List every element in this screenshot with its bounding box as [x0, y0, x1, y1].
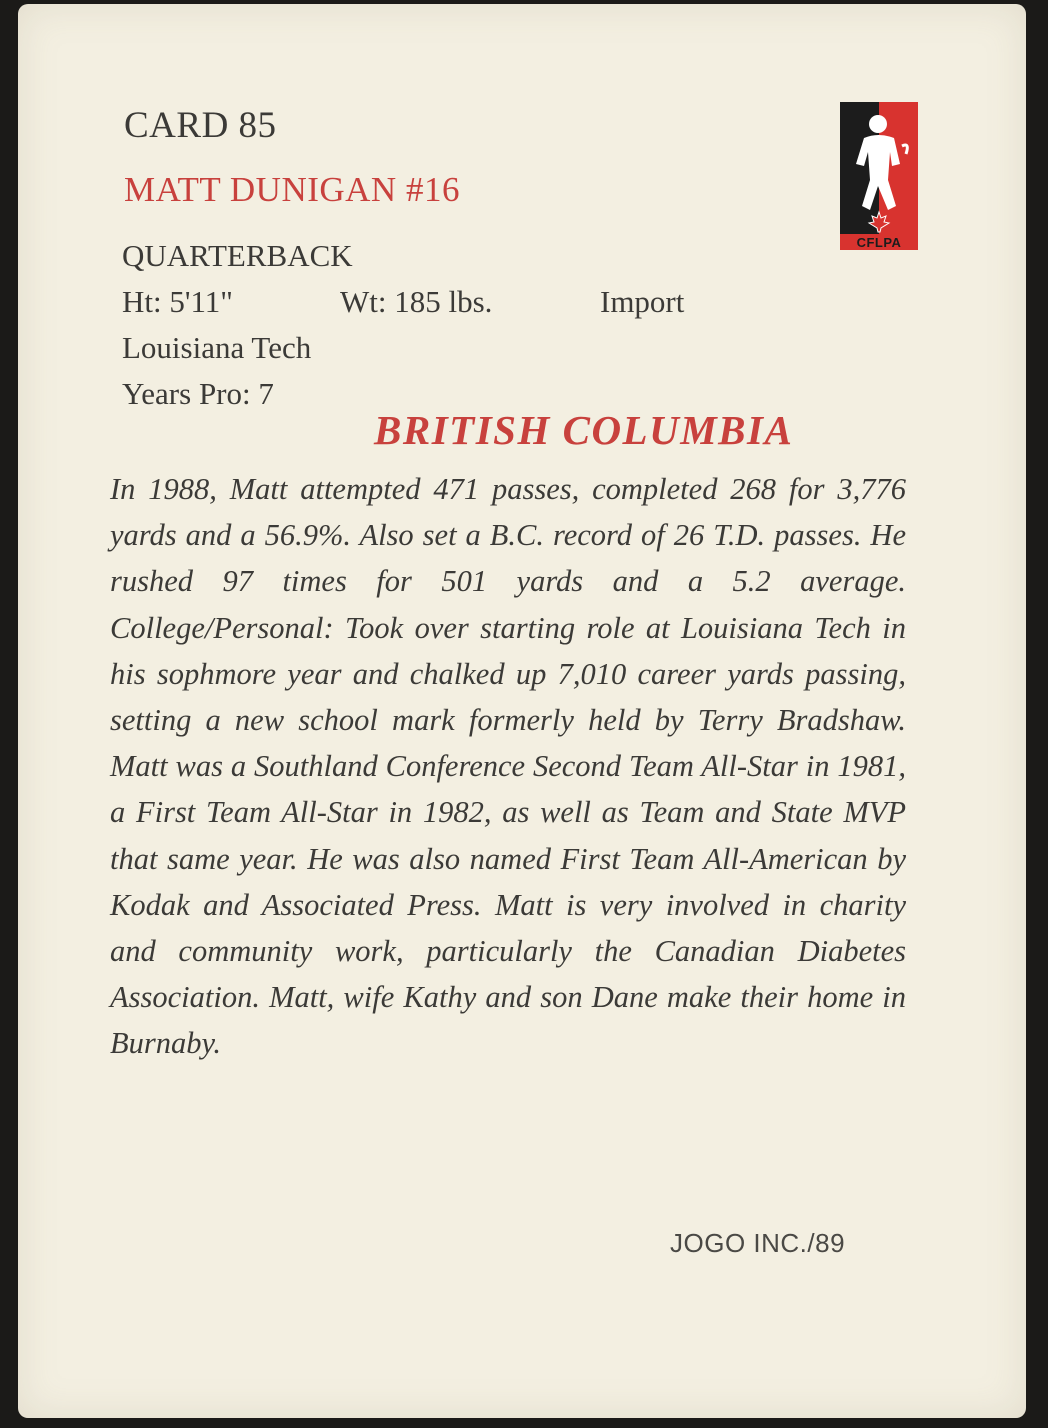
- cflpa-logo-text: CFLPA: [856, 235, 902, 250]
- card-number: CARD 85: [124, 105, 277, 146]
- player-years-pro: Years Pro: 7: [122, 376, 274, 411]
- player-status: Import: [600, 284, 685, 319]
- copyright-text: JOGO INC./89: [670, 1228, 846, 1258]
- trading-card-back: [18, 4, 1026, 1418]
- player-height: Ht: 5'11": [122, 284, 233, 319]
- player-measurements: [122, 284, 822, 324]
- player-bio: In 1988, Matt attempted 471 passes, completed 268 for 3,776 yards and a 56.9%. Also set a B.C. record of 26 T.D. passes. He rushed 97 times for 501 yards and a 5.2 average. College/Personal: Took over starting role at Louisiana Tech in his sophmore year and chalked up 7,010 career yards passing, setting a new school mark formerly held by Terry Bradshaw. Matt was a Southland Conference Second Team All-Star in 1981, a First Team All-Star in 1982, as well as Team and State MVP that same year. He was also named First Team All-American by Kodak and Associated Press. Matt is very involved in charity and community work, particularly the Canadian Diabetes Association. Matt, wife Kathy and son Dane make their home in Burnaby.: [110, 472, 906, 1061]
- player-position: QUARTERBACK: [122, 238, 353, 273]
- cflpa-logo-icon: [840, 102, 918, 250]
- team-name: BRITISH COLUMBIA: [374, 407, 794, 453]
- player-college: Louisiana Tech: [122, 330, 312, 365]
- player-name: MATT DUNIGAN #16: [124, 170, 460, 209]
- player-weight: Wt: 185 lbs.: [340, 284, 493, 319]
